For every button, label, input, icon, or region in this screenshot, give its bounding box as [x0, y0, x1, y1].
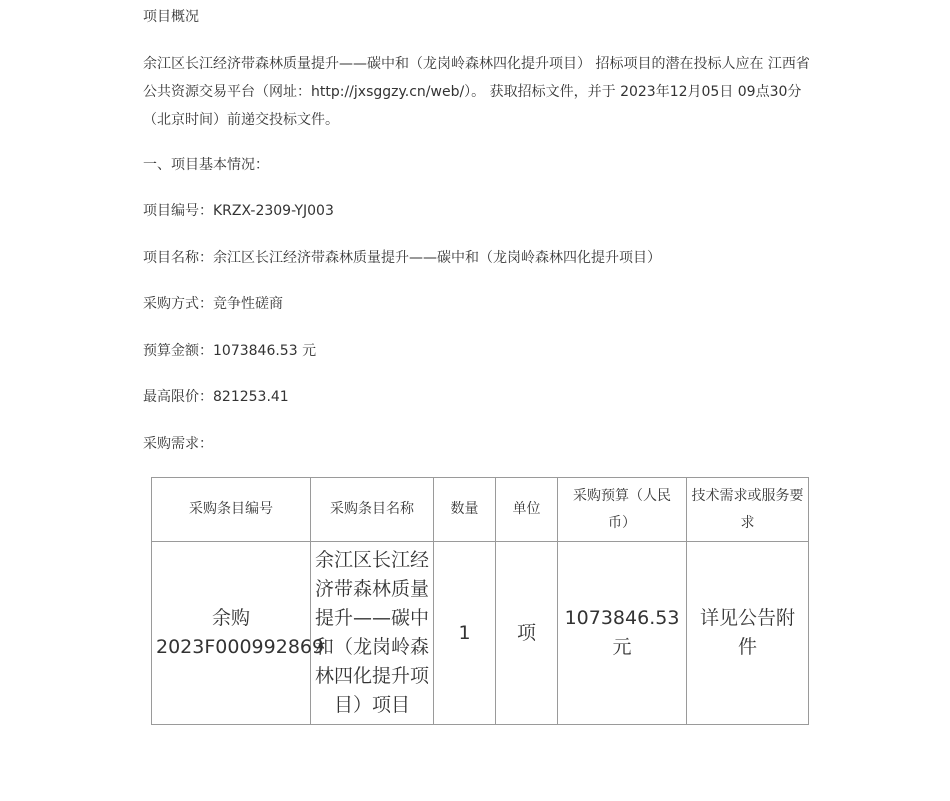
header-unit: 单位	[496, 478, 558, 542]
cell-tech: 详见公告附件	[687, 542, 809, 725]
header-quantity: 数量	[434, 478, 496, 542]
header-item-no: 采购条目编号	[152, 478, 311, 542]
header-budget-line-2: 币）	[608, 514, 636, 531]
header-tech-line-2: 求	[740, 514, 755, 531]
table-header-row	[152, 478, 809, 542]
section-title: 项目概况	[143, 9, 199, 25]
cell-item-name-line: 余江区长江经	[315, 549, 430, 571]
max-price: 最高限价：821253.41	[143, 389, 289, 405]
header-budget-line-1: 采购预算（人民	[573, 487, 671, 504]
cell-item-name-line: 和（龙岗岭森	[315, 636, 430, 658]
cell-quantity: 1	[434, 542, 496, 725]
cell-item-no-line-1: 余购	[211, 607, 250, 629]
cell-item-no	[152, 542, 325, 725]
header-item-name: 采购条目名称	[311, 478, 434, 542]
purchase-method: 采购方式：竞争性磋商	[143, 296, 283, 312]
project-number: 项目编号：KRZX-2309-YJ003	[143, 203, 334, 219]
header-tech	[687, 478, 809, 542]
budget-amount: 预算金额：1073846.53 元	[143, 343, 317, 359]
cell-unit: 项	[496, 542, 558, 725]
header-budget	[558, 478, 687, 542]
overview-line-3: （北京时间）前递交投标文件。	[143, 112, 339, 128]
overview-line-2: 公共资源交易平台（网址：http://jxsggzy.cn/web/）。 获取招标文件，并于 2023年12月05日 09点30分	[143, 84, 802, 100]
basic-info-heading: 一、项目基本情况：	[143, 157, 269, 173]
cell-item-name-line: 济带森林质量	[315, 578, 430, 600]
project-name: 项目名称：余江区长江经济带森林质量提升——碳中和（龙岗岭森林四化提升项目）	[143, 250, 661, 266]
cell-item-name-line: 林四化提升项	[315, 665, 430, 687]
cell-item-name	[311, 542, 434, 725]
overview-paragraph	[143, 50, 808, 134]
overview-line-1: 余江区长江经济带森林质量提升——碳中和（龙岗岭森林四化提升项目） 招标项目的潜在投标人应在 江西省	[143, 56, 810, 72]
table-row	[152, 542, 809, 725]
requirements-label: 采购需求：	[143, 436, 213, 452]
header-tech-line-1: 技术需求或服务要	[691, 487, 804, 504]
cell-item-name-line: 提升——碳中	[315, 607, 430, 629]
cell-item-no-line-2: 2023F000992869	[156, 636, 325, 658]
cell-item-name-line: 目）项目	[333, 694, 410, 716]
cell-budget: 1073846.53元	[558, 542, 687, 725]
requirements-table	[151, 477, 809, 725]
